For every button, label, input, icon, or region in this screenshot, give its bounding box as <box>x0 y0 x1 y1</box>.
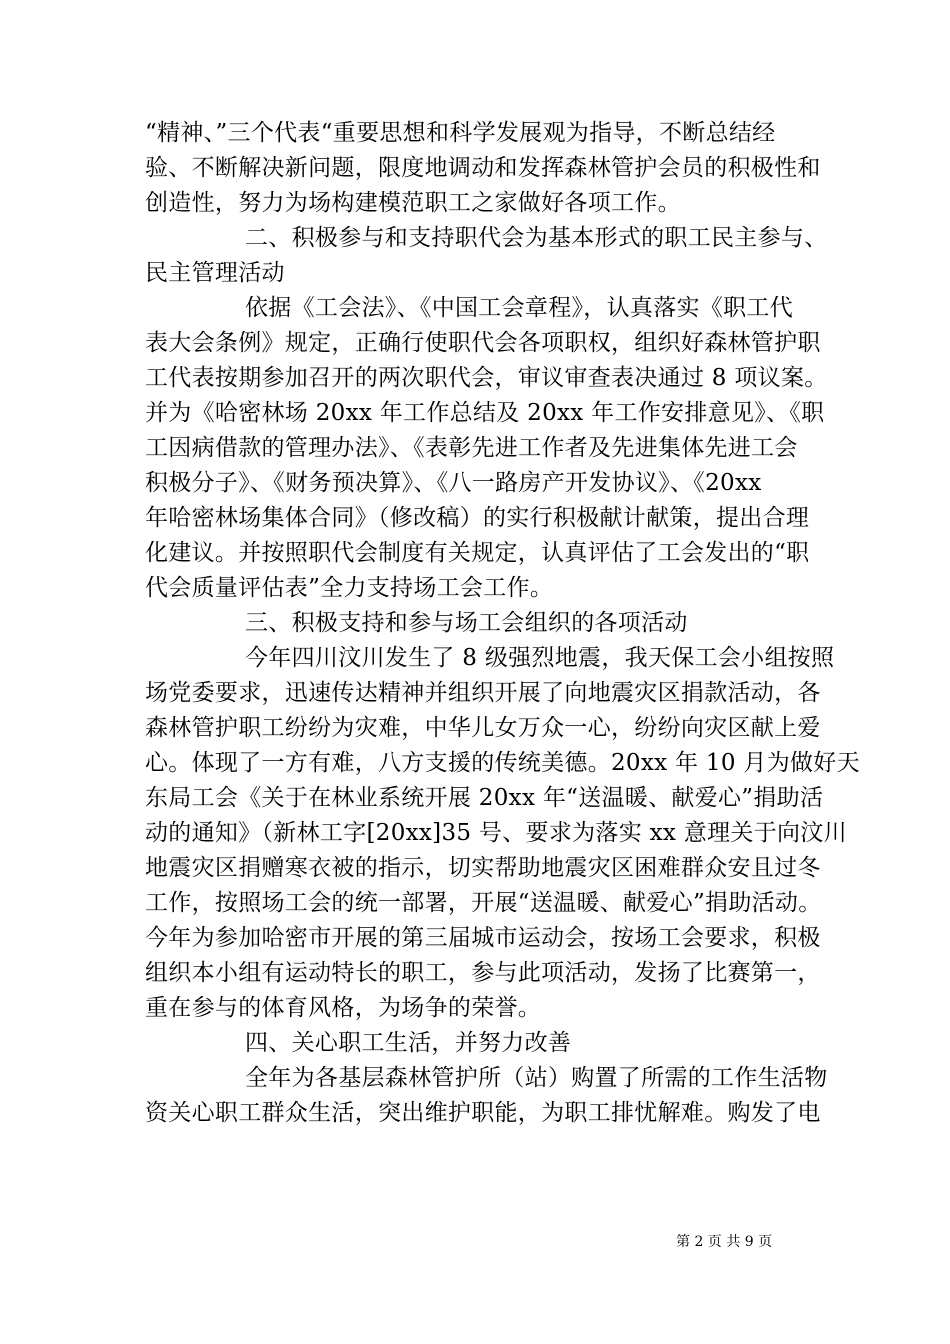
paragraph-start: 依据《工会法》、《中国工会章程》，认真落实《职工代 <box>245 295 793 321</box>
body-line: 地震灾区捐赠寒衣被的指示，切实帮助地震灾区困难群众安且过冬 <box>145 855 821 881</box>
body-line: 动的通知》（新林工字[20xx]35 号、要求为落实 xx 意理关于向汶川 <box>145 820 847 846</box>
section-heading: 二、积极参与和支持职代会为基本形式的职工民主参与、 <box>245 225 828 251</box>
body-line: 积极分子》、《财务预决算》、《八一路房产开发协议》、《20xx <box>145 470 762 496</box>
section-heading: 三、积极支持和参与场工会组织的各项活动 <box>245 610 688 636</box>
body-line: 创造性，努力为场构建模范职工之家做好各项工作。 <box>145 190 681 216</box>
paragraph-start: 全年为各基层森林管护所（站）购置了所需的工作生活物 <box>245 1065 828 1091</box>
body-line: 今年为参加哈密市开展的第三届城市运动会，按场工会要求，积极 <box>145 925 821 951</box>
body-line: “精神、”三个代表“重要思想和科学发展观为指导，不断总结经 <box>145 120 776 146</box>
section-heading: 四、关心职工生活，并努力改善 <box>245 1030 572 1056</box>
body-line: 工作，按照场工会的统一部署，开展“送温暖、献爱心”捐助活动。 <box>145 890 822 916</box>
body-line: 工代表按期参加召开的两次职代会，审议审查表决通过 8 项议案。 <box>145 365 828 391</box>
body-line: 森林管护职工纷纷为灾难，中华儿女万众一心，纷纷向灾区献上爱 <box>145 715 821 741</box>
body-line: 化建议。并按照职代会制度有关规定，认真评估了工会发出的“职 <box>145 540 810 566</box>
body-line: 场党委要求，迅速传达精神并组织开展了向地震灾区捐款活动，各 <box>145 680 821 706</box>
body-line: 表大会条例》规定，正确行使职代会各项职权，组织好森林管护职 <box>145 330 821 356</box>
body-line: 验、不断解决新问题，限度地调动和发挥森林管护会员的积极性和 <box>145 155 821 181</box>
body-line: 心。体现了一方有难，八方支援的传统美德。20xx 年 10 月为做好天 <box>145 750 860 776</box>
body-line: 资关心职工群众生活，突出维护职能，为职工排忧解难。购发了电 <box>145 1100 821 1126</box>
section-heading-continuation: 民主管理活动 <box>145 260 285 286</box>
page-number-footer: 第 2 页 共 9 页 <box>676 1234 773 1250</box>
body-line: 并为《哈密林场 20xx 年工作总结及 20xx 年工作安排意见》、《职 <box>145 400 825 426</box>
body-line: 工因病借款的管理办法》、《表彰先进工作者及先进集体先进工会 <box>145 435 798 461</box>
body-line: 年哈密林场集体合同》（修改稿）的实行积极献计献策，提出合理 <box>145 505 810 531</box>
body-line: 东局工会《关于在林业系统开展 20xx 年“送温暖、献爱心”捐助活 <box>145 785 824 811</box>
body-line: 组织本小组有运动特长的职工，参与此项活动，发扬了比赛第一， <box>145 960 821 986</box>
body-line: 代会质量评估表”全力支持场工会工作。 <box>145 575 554 601</box>
paragraph-start: 今年四川汶川发生了 8 级强烈地震，我天保工会小组按照 <box>245 645 835 671</box>
body-line: 重在参与的体育风格，为场争的荣誉。 <box>145 995 542 1021</box>
